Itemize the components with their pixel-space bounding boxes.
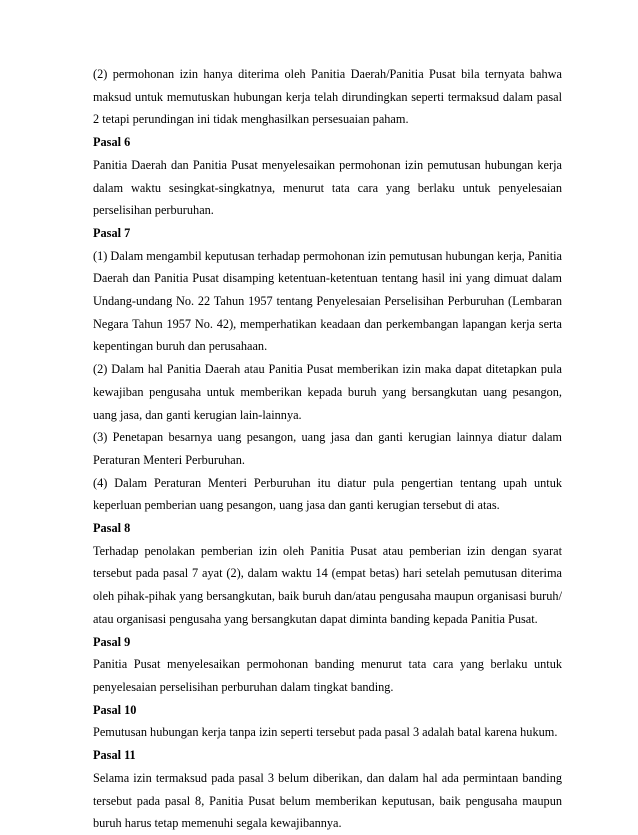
pasal-11-paragraph: Selama izin termaksud pada pasal 3 belum diberikan, dan dalam hal ada permintaan banding tersebut pada pasal 8, Panitia Pusat belum memberikan keputusan, baik pengusaha maupun buruh harus tetap memenuhi segala kewajibannya. xyxy=(93,770,562,831)
pasal-9-paragraph: Panitia Pusat menyelesaikan permohonan banding menurut tata cara yang berlaku untuk penyelesaian perselisihan perburuhan dalam tingkat banding. xyxy=(93,657,562,694)
pasal-8-heading: Pasal 8 xyxy=(93,521,131,536)
pasal-7-ayat-2-paragraph: (2) Dalam hal Panitia Daerah atau Panitia Pusat memberikan izin maka dapat ditetapkan pula kewajiban pengusaha untuk memberikan kepada buruh yang bersangkutan uang pesangon, uang jasa, dan ganti kerugian lain-lainnya. xyxy=(93,362,562,422)
pasal-7-ayat-4-paragraph: (4) Dalam Peraturan Menteri Perburuhan itu diatur pula pengertian tentang upah untuk keperluan pemberian uang pesangon, uang jasa dan ganti kerugian tersebut di atas. xyxy=(93,475,562,513)
pasal-7-ayat-1-paragraph: (1) Dalam mengambil keputusan terhadap permohonan izin pemutusan hubungan kerja, Panitia Daerah dan Panitia Pusat disamping ketentuan-ketentuan tentang hasil ini yang dimuat dalam Undang-undang No. 22 Tahun 1957 tentang Penyelesaian Perselisihan Perburuhan (Lembaran Negara Tahun 1957 No. 42), memperhatikan keadaan dan perkembangan lapangan kerja serta kepentingan buruh dan perusahaan. xyxy=(93,248,562,354)
pasal-8-paragraph: Terhadap penolakan pemberian izin oleh Panitia Pusat atau pemberian izin dengan syarat tersebut pada pasal 7 ayat (2), dalam waktu 14 (empat betas) hari setelah pemutusan diterima oleh pihak-pihak yang bersangkutan, baik buruh dan/atau pengusaha maupun organisasi buruh/ atau organisasi pengusaha yang bersangkutan dapat diminta banding kepada Panitia Pusat. xyxy=(93,543,562,626)
pasal-11-heading: Pasal 11 xyxy=(93,748,136,763)
pasal-6-paragraph: Panitia Daerah dan Panitia Pusat menyelesaikan permohonan izin pemutusan hubungan kerja dalam waktu sesingkat-singkatnya, menurut tata cara yang berlaku untuk penyelesaian perselisihan perburuhan. xyxy=(93,157,562,218)
pasal-9-heading: Pasal 9 xyxy=(93,634,131,649)
pasal-10-paragraph: Pemutusan hubungan kerja tanpa izin seperti tersebut pada pasal 3 adalah batal karena hukum. xyxy=(93,725,558,740)
pasal-7-heading: Pasal 7 xyxy=(93,225,131,240)
pasal-6-heading: Pasal 6 xyxy=(93,135,131,150)
pasal-5-ayat-2-paragraph: (2) permohonan izin hanya diterima oleh Panitia Daerah/Panitia Pusat bila ternyata bahwa maksud untuk memutuskan hubungan kerja telah dirundingkan seperti termaksud dalam pasal 2 tetapi perundingan ini tidak menghasilkan persesuaian paham. xyxy=(93,67,562,127)
pasal-10-heading: Pasal 10 xyxy=(93,702,137,717)
pasal-7-ayat-3-paragraph: (3) Penetapan besarnya uang pesangon, uang jasa dan ganti kerugian lainnya diatur dalam Peraturan Menteri Perburuhan. xyxy=(93,430,562,467)
